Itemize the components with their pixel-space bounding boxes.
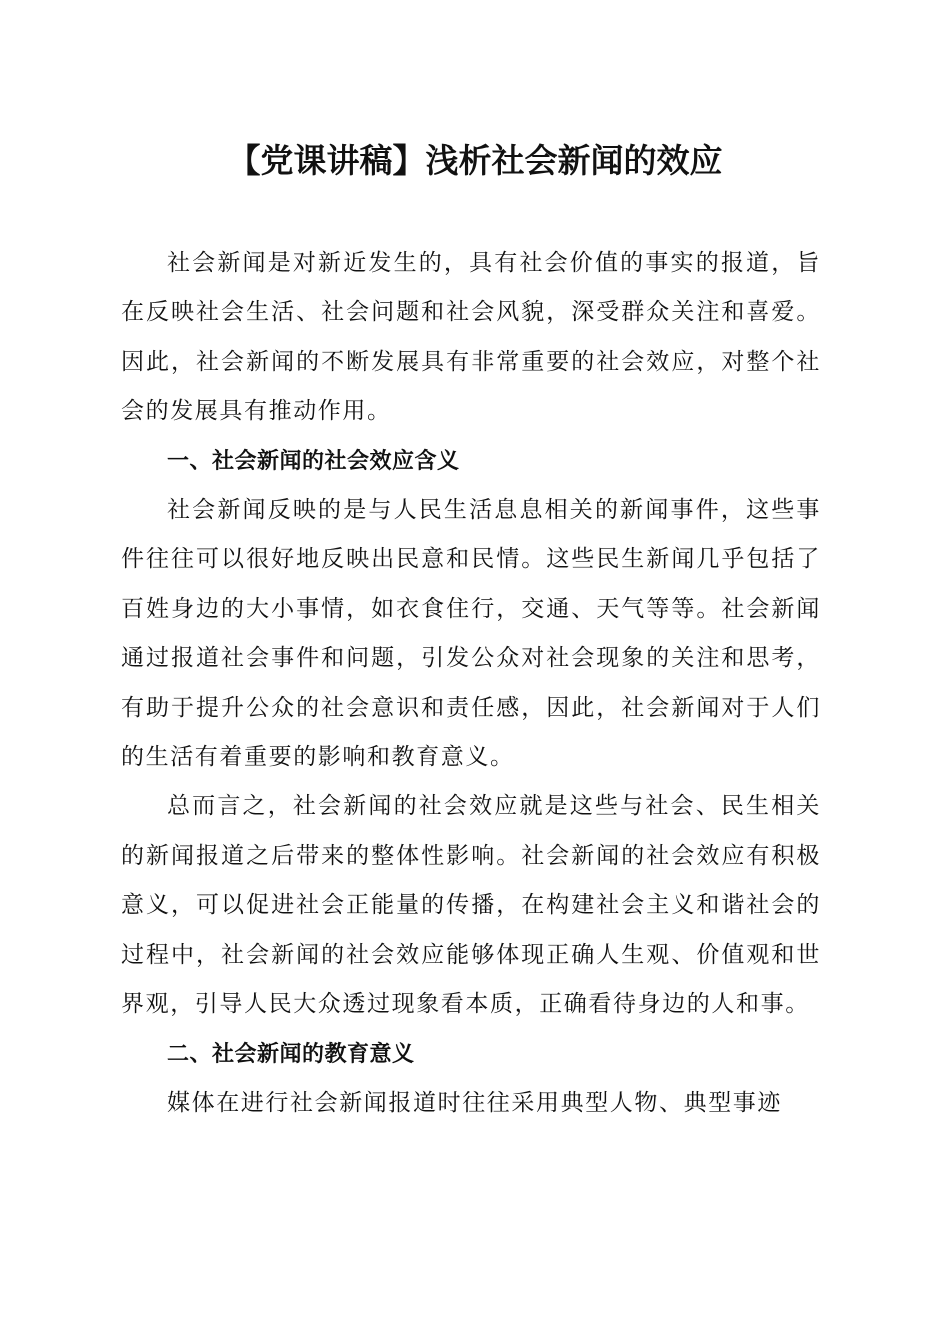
section-heading-2: 二、社会新闻的教育意义: [167, 1041, 415, 1067]
section-heading-1: 一、社会新闻的社会效应含义: [167, 448, 460, 474]
paragraph-section2-a: 媒体在进行社会新闻报道时往往采用典型人物、典型事迹: [167, 1089, 782, 1116]
paragraph-section1-a: 社会新闻反映的是与人民生活息息相关的新闻事件，这些事件往往可以很好地反映出民意和民情。这些民生新闻几乎包括了百姓身边的大小事情，如衣食住行，交通、天气等等。社会新闻通过报道社会事件和问题，引发公众对社会现象的关注和思考，有助于提升公众的社会意识和责任感，因此，社会新闻对于人们的生活有着重要的影响和教育意义。: [121, 497, 821, 771]
document-title: 【党课讲稿】浅析社会新闻的效应: [227, 141, 723, 180]
paragraph-section1-b: 总而言之，社会新闻的社会效应就是这些与社会、民生相关的新闻报道之后带来的整体性影响。社会新闻的社会效应有积极意义，可以促进社会正能量的传播，在构建社会主义和谐社会的过程中，社会新闻的社会效应能够体现正确人生观、价值观和世界观，引导人民大众透过现象看本质，正确看待身边的人和事。: [121, 793, 821, 1018]
document-body: [121, 239, 821, 1128]
paragraph-intro: 社会新闻是对新近发生的，具有社会价值的事实的报道，旨在反映社会生活、社会问题和社会风貌，深受群众关注和喜爱。因此，社会新闻的不断发展具有非常重要的社会效应，对整个社会的发展具有推动作用。: [121, 250, 821, 425]
